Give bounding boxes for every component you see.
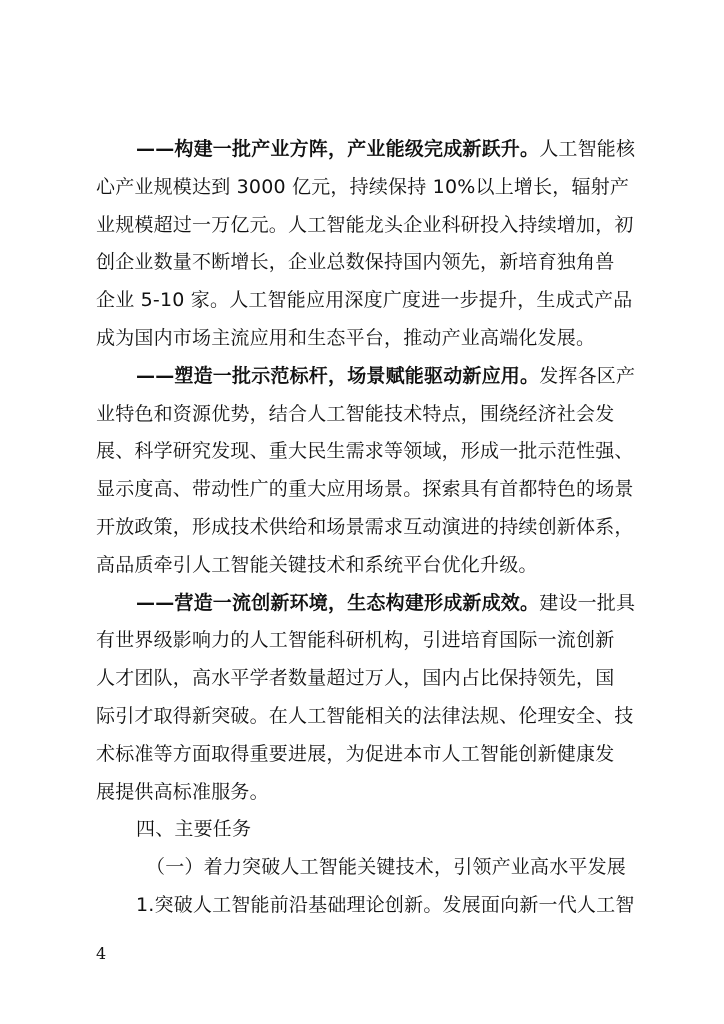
body-text: 心产业规模达到 3000 亿元，持续保持 10%以上增长，辐射产	[96, 175, 630, 198]
body-text: 有世界级影响力的人工智能科研机构，引进培育国际一流创新	[96, 629, 615, 652]
paragraph-line	[96, 547, 644, 585]
paragraph-line	[96, 169, 644, 207]
body-text: 术标准等方面取得重要进展，为促进本市人工智能创新健康发	[96, 742, 615, 765]
paragraph-line	[96, 433, 644, 471]
numbered-item-line	[96, 887, 644, 925]
body-text: 企业 5-10 家。人工智能应用深度广度进一步提升，生成式产品	[96, 289, 633, 312]
paragraph-line	[96, 736, 644, 774]
body-text: 1.突破人工智能前沿基础理论创新。发展面向新一代人工智	[136, 893, 635, 916]
body-text: 业特色和资源优势，结合人工智能技术特点，围绕经济社会发	[96, 402, 615, 425]
body-text: 建设一批具	[539, 591, 636, 614]
body-text: 人才团队，高水平学者数量超过万人，国内占比保持领先，国	[96, 667, 615, 690]
paragraph-line	[96, 207, 644, 245]
body-text: 展、科学研究发现、重大民生需求等领域，形成一批示范性强、	[96, 440, 634, 463]
body-text: 高品质牵引人工智能关键技术和系统平台优化升级。	[96, 553, 538, 576]
goal-heading: ——构建一批产业方阵，产业能级完成新跃升。	[136, 138, 540, 160]
section-heading-text: 四、主要任务	[136, 818, 252, 841]
paragraph-line	[96, 320, 644, 358]
paragraph-goal-industry-line-1	[96, 131, 644, 169]
subsection-heading	[96, 849, 644, 887]
goal-heading: ——塑造一批示范标杆，场景赋能驱动新应用。	[136, 364, 540, 387]
paragraph-line	[96, 660, 644, 698]
paragraph-line	[96, 509, 644, 547]
paragraph-line	[96, 471, 644, 509]
paragraph-line	[96, 698, 644, 736]
paragraph-goal-ecosystem-line-1	[96, 585, 644, 623]
goal-heading: ——营造一流创新环境，生态构建形成新成效。	[136, 591, 540, 614]
paragraph-line	[96, 244, 644, 282]
document-body	[96, 131, 644, 925]
body-text: 成为国内市场主流应用和生态平台，推动产业高端化发展。	[96, 326, 596, 349]
body-text: 创企业数量不断增长，企业总数保持国内领先，新培育独角兽	[96, 251, 615, 274]
page-number: 4	[96, 944, 107, 963]
body-text: 人工智能核	[539, 138, 636, 160]
body-text: 显示度高、带动性广的重大应用场景。探索具有首都特色的场景	[96, 478, 634, 501]
section-heading-main-tasks	[96, 811, 644, 849]
body-text: 业规模超过一万亿元。人工智能龙头企业科研投入持续增加，初	[96, 213, 634, 236]
paragraph-goal-scenario-line-1	[96, 358, 644, 396]
paragraph-line	[96, 774, 644, 812]
body-text: 发挥各区产	[539, 364, 636, 387]
paragraph-line	[96, 396, 644, 434]
body-text: 际引才取得新突破。在人工智能相关的法律法规、伦理安全、技	[96, 704, 634, 727]
paragraph-line	[96, 622, 644, 660]
body-text: 展提供高标准服务。	[96, 780, 269, 803]
subsection-heading-text: （一）着力突破人工智能关键技术，引领产业高水平发展	[146, 856, 627, 879]
paragraph-line	[96, 282, 644, 320]
body-text: 开放政策，形成技术供给和场景需求互动演进的持续创新体系，	[96, 515, 634, 538]
